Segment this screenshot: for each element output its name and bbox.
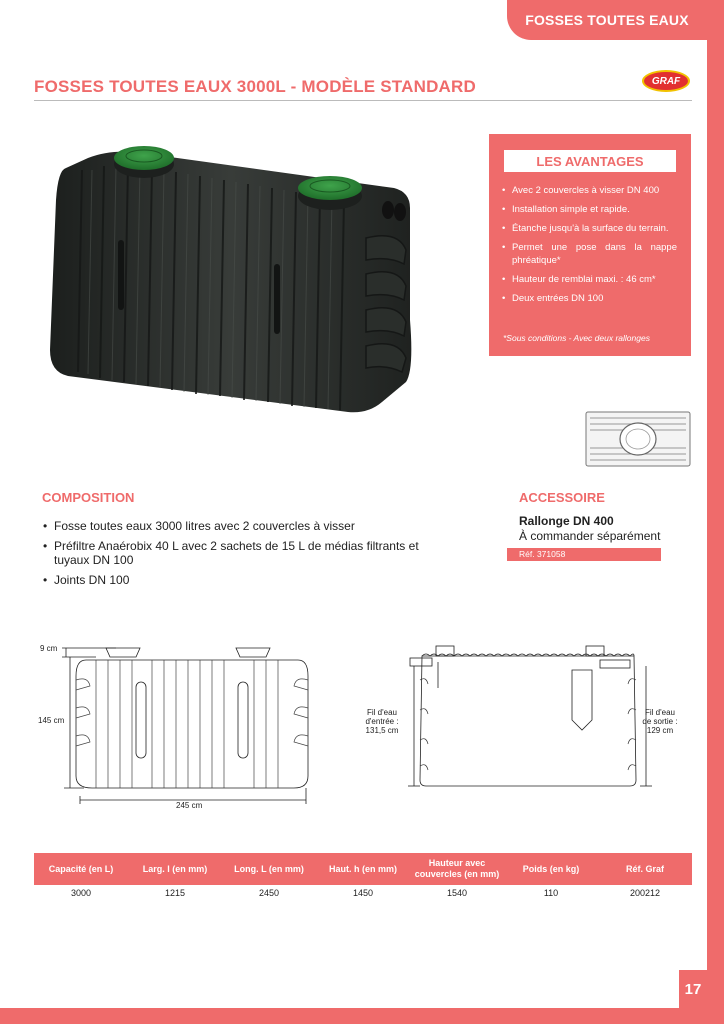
composition-heading: COMPOSITION	[42, 490, 135, 505]
table-cell: 2450	[258, 888, 280, 898]
advantages-list	[501, 184, 677, 311]
dim-top-label: 9 cm	[40, 644, 58, 653]
page-frame-bottom	[0, 1008, 724, 1024]
accessory-heading: ACCESSOIRE	[519, 490, 605, 505]
table-cell: 3000	[70, 888, 92, 898]
logo-text: GRAF	[651, 75, 681, 87]
page-frame-right	[707, 0, 724, 1024]
section-tab	[507, 0, 707, 40]
accessory-name: Rallonge DN 400	[519, 514, 614, 528]
composition-item: • Joints DN 100	[42, 573, 442, 587]
table-cell: 110	[543, 888, 559, 898]
column-header: Larg. l (en mm)	[128, 853, 222, 885]
advantage-item: • Hauteur de remblai maxi. : 46 cm*	[501, 273, 677, 286]
table-row	[34, 885, 692, 901]
dim-height-label: 145 cm	[38, 716, 65, 725]
column-header: Réf. Graf	[598, 853, 692, 885]
section-tab-label: FOSSES TOUTES EAUX	[525, 12, 689, 28]
specs-table	[34, 853, 692, 901]
title-divider	[34, 100, 692, 101]
accessory-reference: Réf. 371058	[507, 548, 661, 561]
table-cell: 1215	[164, 888, 186, 898]
section-drawing	[396, 640, 660, 790]
dim-width-label: 245 cm	[176, 801, 203, 810]
inlet-label-line: Fil d'eau	[367, 708, 397, 717]
advantage-item: • Deux entrées DN 100	[501, 292, 677, 305]
front-elevation-drawing	[36, 636, 316, 816]
tank-photo	[48, 140, 420, 420]
extension-ring-image	[584, 408, 692, 470]
composition-item: • Préfiltre Anaérobix 40 L avec 2 sachets de 15 L de médias filtrants et tuyaux DN 100	[42, 539, 442, 567]
table-cell: 1450	[352, 888, 374, 898]
advantage-item: • Avec 2 couvercles à visser DN 400	[501, 184, 677, 197]
inlet-label-line: 131,5 cm	[365, 726, 399, 735]
outlet-label-line: Fil d'eau	[645, 708, 675, 717]
table-cell: 200212	[629, 888, 661, 898]
column-header: Haut. h (en mm)	[316, 853, 410, 885]
outlet-label-line: de sortie :	[642, 717, 678, 726]
column-header: Hauteur avec couvercles (en mm)	[410, 853, 504, 885]
graf-logo	[642, 70, 690, 92]
composition-list	[42, 519, 442, 593]
page-title: FOSSES TOUTES EAUX 3000L - MODÈLE STANDARD	[34, 77, 476, 96]
advantages-panel	[489, 134, 691, 356]
column-header: Capacité (en L)	[34, 853, 128, 885]
accessory-subtitle: À commander séparément	[519, 529, 661, 543]
advantage-item: • Étanche jusqu'à la surface du terrain.	[501, 222, 677, 235]
composition-item: • Fosse toutes eaux 3000 litres avec 2 couvercles à visser	[42, 519, 442, 533]
inlet-level-label	[360, 708, 404, 735]
column-header: Poids (en kg)	[504, 853, 598, 885]
page-number: 17	[679, 970, 707, 1008]
advantages-heading: LES AVANTAGES	[504, 150, 676, 172]
table-header-row	[34, 853, 692, 885]
advantage-item: • Installation simple et rapide.	[501, 203, 677, 216]
advantage-item: • Permet une pose dans la nappe phréatique*	[501, 241, 677, 267]
table-cell: 1540	[446, 888, 468, 898]
inlet-label-line: d'entrée :	[365, 717, 399, 726]
outlet-level-label	[638, 708, 682, 735]
advantages-footnote: *Sous conditions - Avec deux rallonges	[503, 333, 650, 343]
column-header: Long. L (en mm)	[222, 853, 316, 885]
outlet-label-line: 129 cm	[646, 726, 674, 735]
